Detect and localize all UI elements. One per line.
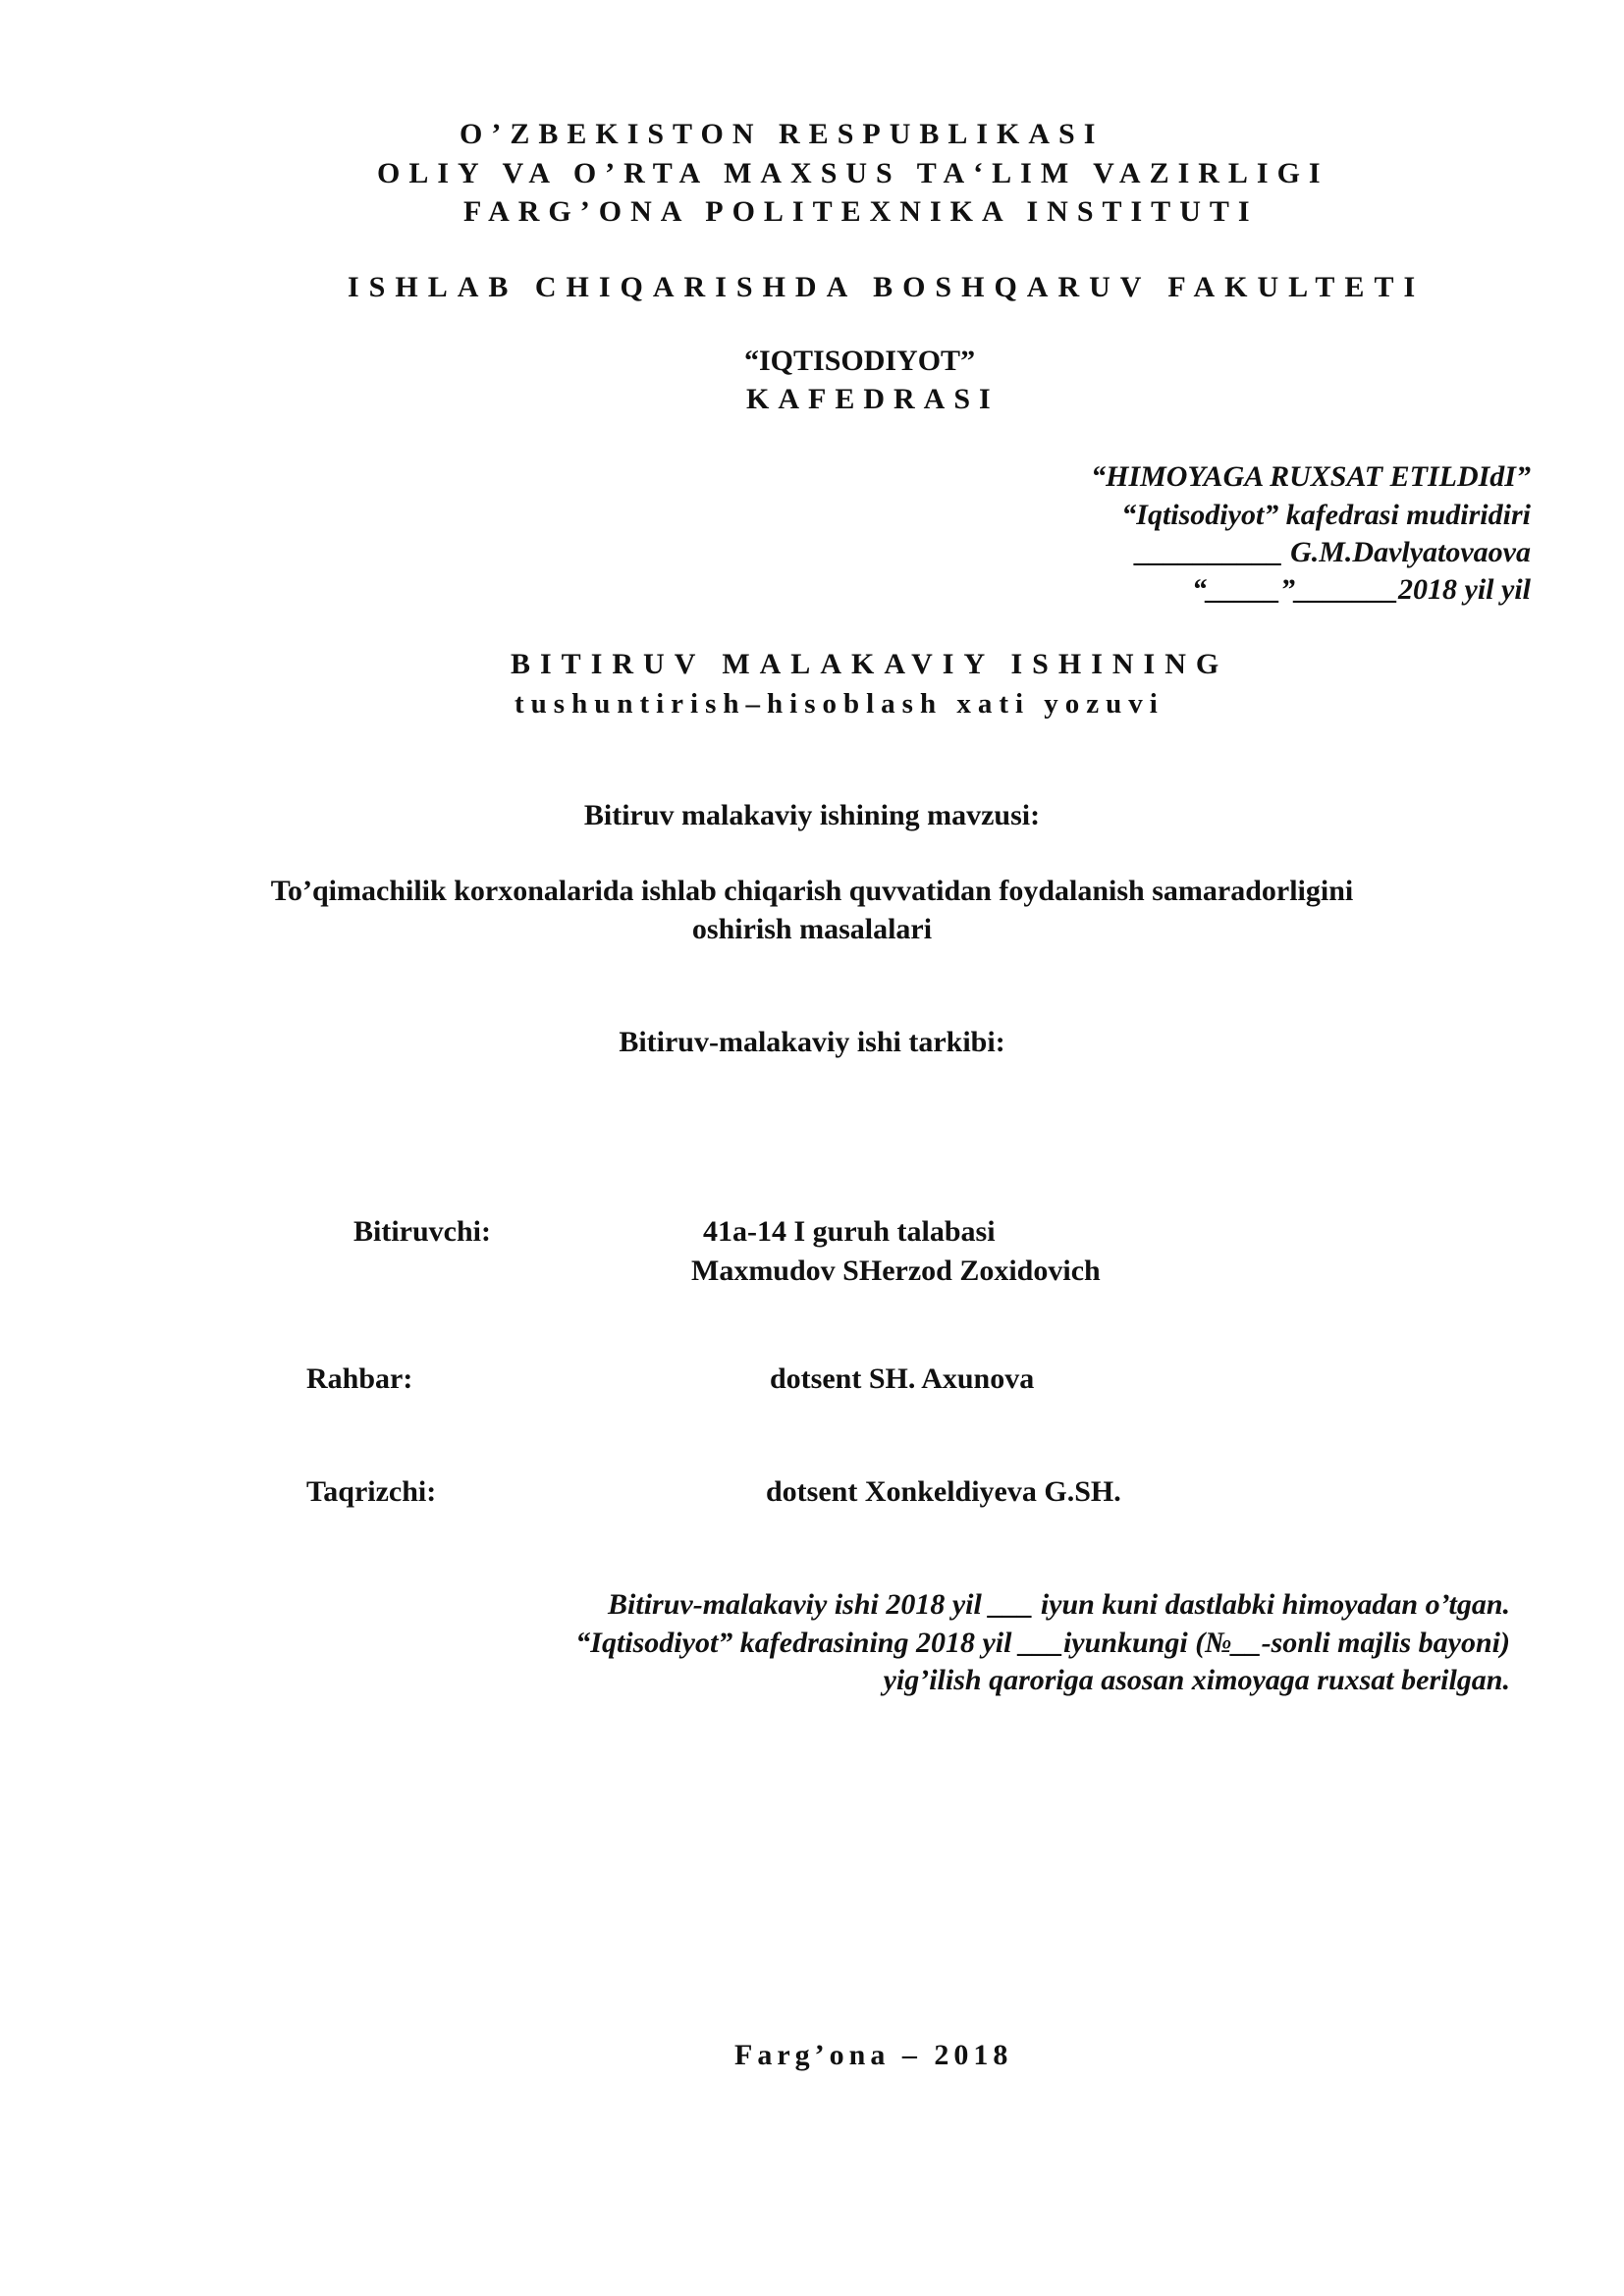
topic-line-1: To’qimachilik korxonalarida ishlab chiqarish quvvatidan foydalanish samaradorligini — [270, 875, 1354, 907]
republic-title: O’ZBEKISTON RESPUBLIKASI — [460, 118, 1105, 150]
approval-position: “Iqtisodiyot” kafedrasi mudiridiri — [1121, 499, 1531, 531]
graduate-label: Bitiruvchi: — [353, 1215, 491, 1248]
defense-note-line-3: yig’ilish qaroriga asosan ximoyaga ruxsat berilgan. — [883, 1664, 1510, 1696]
faculty-title: ISHLAB CHIQARISHDA BOSHQARUV FAKULTETI — [348, 271, 1426, 303]
graduate-name: Maxmudov SHerzod Zoxidovich — [691, 1255, 1101, 1287]
document-subtitle: tushuntirish–hisoblash xati yozuvi — [514, 688, 1164, 720]
reviewer-name: dotsent Xonkeldiyeva G.SH. — [766, 1475, 1121, 1508]
department-name: “IQTISODIYOT” — [744, 345, 976, 377]
topic-label: Bitiruv malakaviy ishining mavzusi: — [583, 799, 1041, 831]
supervisor-label: Rahbar: — [306, 1362, 413, 1395]
institute-title: FARG’ONA POLITEXNIKA INSTITUTI — [463, 195, 1259, 228]
structure-label: Bitiruv-malakaviy ishi tarkibi: — [619, 1026, 1005, 1058]
topic-line-2: oshirish masalalari — [691, 913, 933, 945]
approval-title: “HIMOYAGA RUXSAT ETILDIdI” — [1091, 460, 1531, 493]
approval-date-line: “_____”_______2018 yil yil — [1192, 573, 1531, 606]
defense-note-line-1: Bitiruv-malakaviy ishi 2018 yil ___ iyun kuni dastlabki himoyadan o’tgan. — [608, 1588, 1510, 1621]
defense-note-line-2: “Iqtisodiyot” kafedrasining 2018 yil ___iyunkungi (№__-sonli majlis bayoni) — [575, 1627, 1510, 1659]
department-word: KAFEDRASI — [746, 383, 1000, 415]
document-title: BITIRUV MALAKAVIY ISHINING — [511, 648, 1229, 680]
reviewer-label: Taqrizchi: — [306, 1475, 437, 1508]
approval-signature-line: __________ G.M.Davlyatovaova — [1135, 536, 1531, 568]
ministry-title: OLIY VA O’RTA MAXSUS TA‘LIM VAZIRLIGI — [377, 157, 1329, 189]
graduate-group: 41a-14 I guruh talabasi — [703, 1215, 996, 1248]
supervisor-name: dotsent SH. Axunova — [770, 1362, 1035, 1395]
city-year-footer: Farg’ona – 2018 — [734, 2039, 1013, 2071]
